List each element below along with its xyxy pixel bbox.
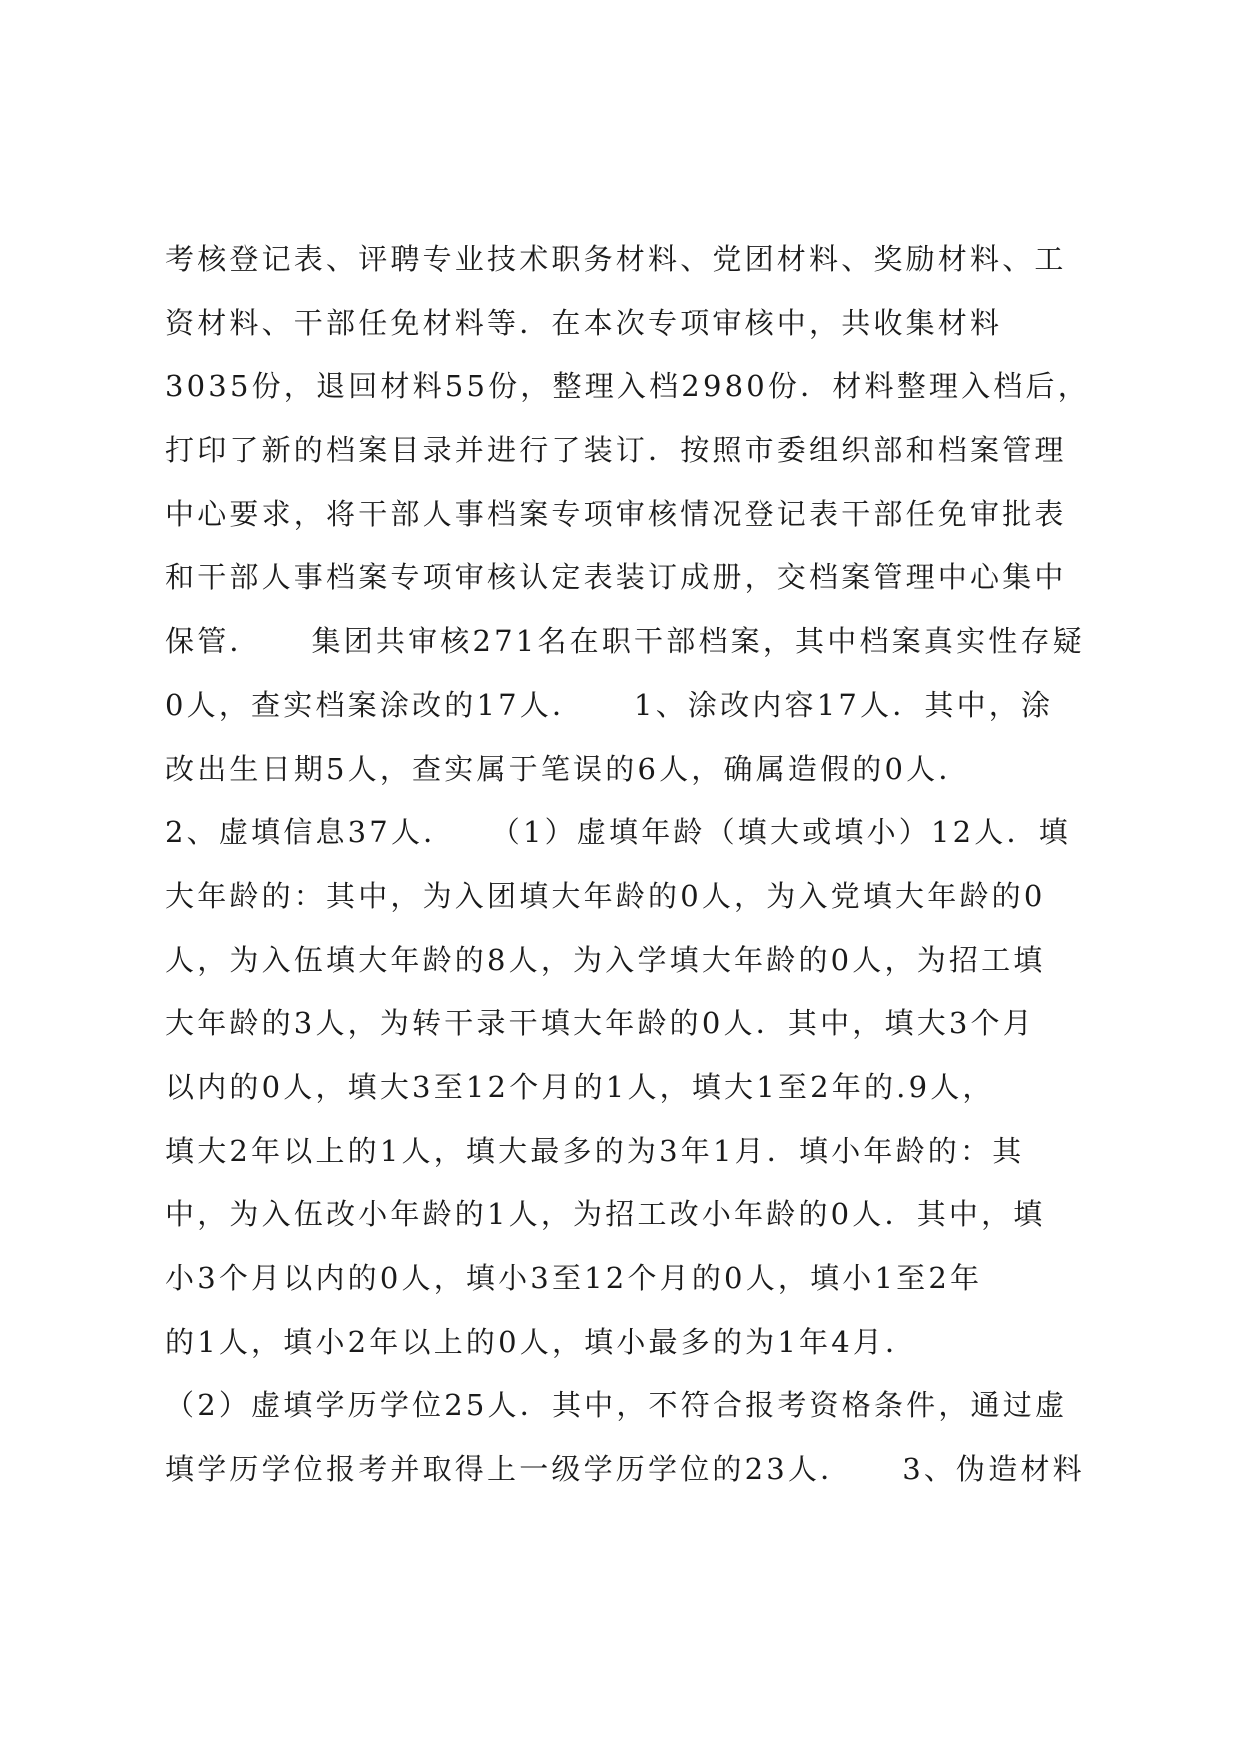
text-line: 中心要求，将干部人事档案专项审核情况登记表干部任免审批表: [165, 496, 1067, 531]
text-line: 中，为入伍改小年龄的1人，为招工改小年龄的0人．其中，填: [165, 1197, 1046, 1232]
text-line: 打印了新的档案目录并进行了装订．按照市委组织部和档案管理: [165, 433, 1067, 468]
text-line: 资材料、干部任免材料等．在本次专项审核中，共收集材料: [165, 305, 1003, 340]
text-line: 填大2年以上的1人，填大最多的为3年1月．填小年龄的：其: [165, 1133, 1025, 1168]
text-line: 大年龄的：其中，为入团填大年龄的0人，为入党填大年龄的0: [165, 878, 1046, 913]
text-line: 和干部人事档案专项审核认定表装订成册，交档案管理中心集中: [165, 560, 1067, 595]
text-line: 考核登记表、评聘专业技术职务材料、党团材料、奖励材料、工: [165, 242, 1067, 276]
text-line: 填学历学位报考并取得上一级学历学位的23人． 3、伪造材料: [165, 1452, 1085, 1487]
text-line: 0人，查实档案涂改的17人． 1、涂改内容17人．其中，涂: [165, 687, 1054, 722]
text-line: 大年龄的3人，为转干录干填大年龄的0人．其中，填大3个月: [165, 1006, 1035, 1041]
body-text: [165, 228, 1095, 1502]
text-line: （2）虚填学历学位25人．其中，不符合报考资格条件，通过虚: [165, 1388, 1068, 1423]
text-line: 小3个月以内的0人，填小3至12个月的0人，填小1至2年: [165, 1261, 983, 1295]
text-line: 3035份，退回材料55份，整理入档2980份．材料整理入档后，: [165, 369, 1090, 404]
text-line: 以内的0人，填大3至12个月的1人，填大1至2年的.9人，: [165, 1069, 995, 1104]
text-line: 改出生日期5人，查实属于笔误的6人，确属造假的0人．: [165, 751, 971, 786]
text-line: 保管． 集团共审核271名在职干部档案，其中档案真实性存疑: [165, 624, 1085, 659]
text-line: 2、虚填信息37人． （1）虚填年龄（填大或填小）12人．填: [165, 815, 1071, 850]
text-line: 人，为入伍填大年龄的8人，为入学填大年龄的0人，为招工填: [165, 942, 1046, 977]
text-line: 的1人，填小2年以上的0人，填小最多的为1年4月．: [165, 1324, 918, 1359]
